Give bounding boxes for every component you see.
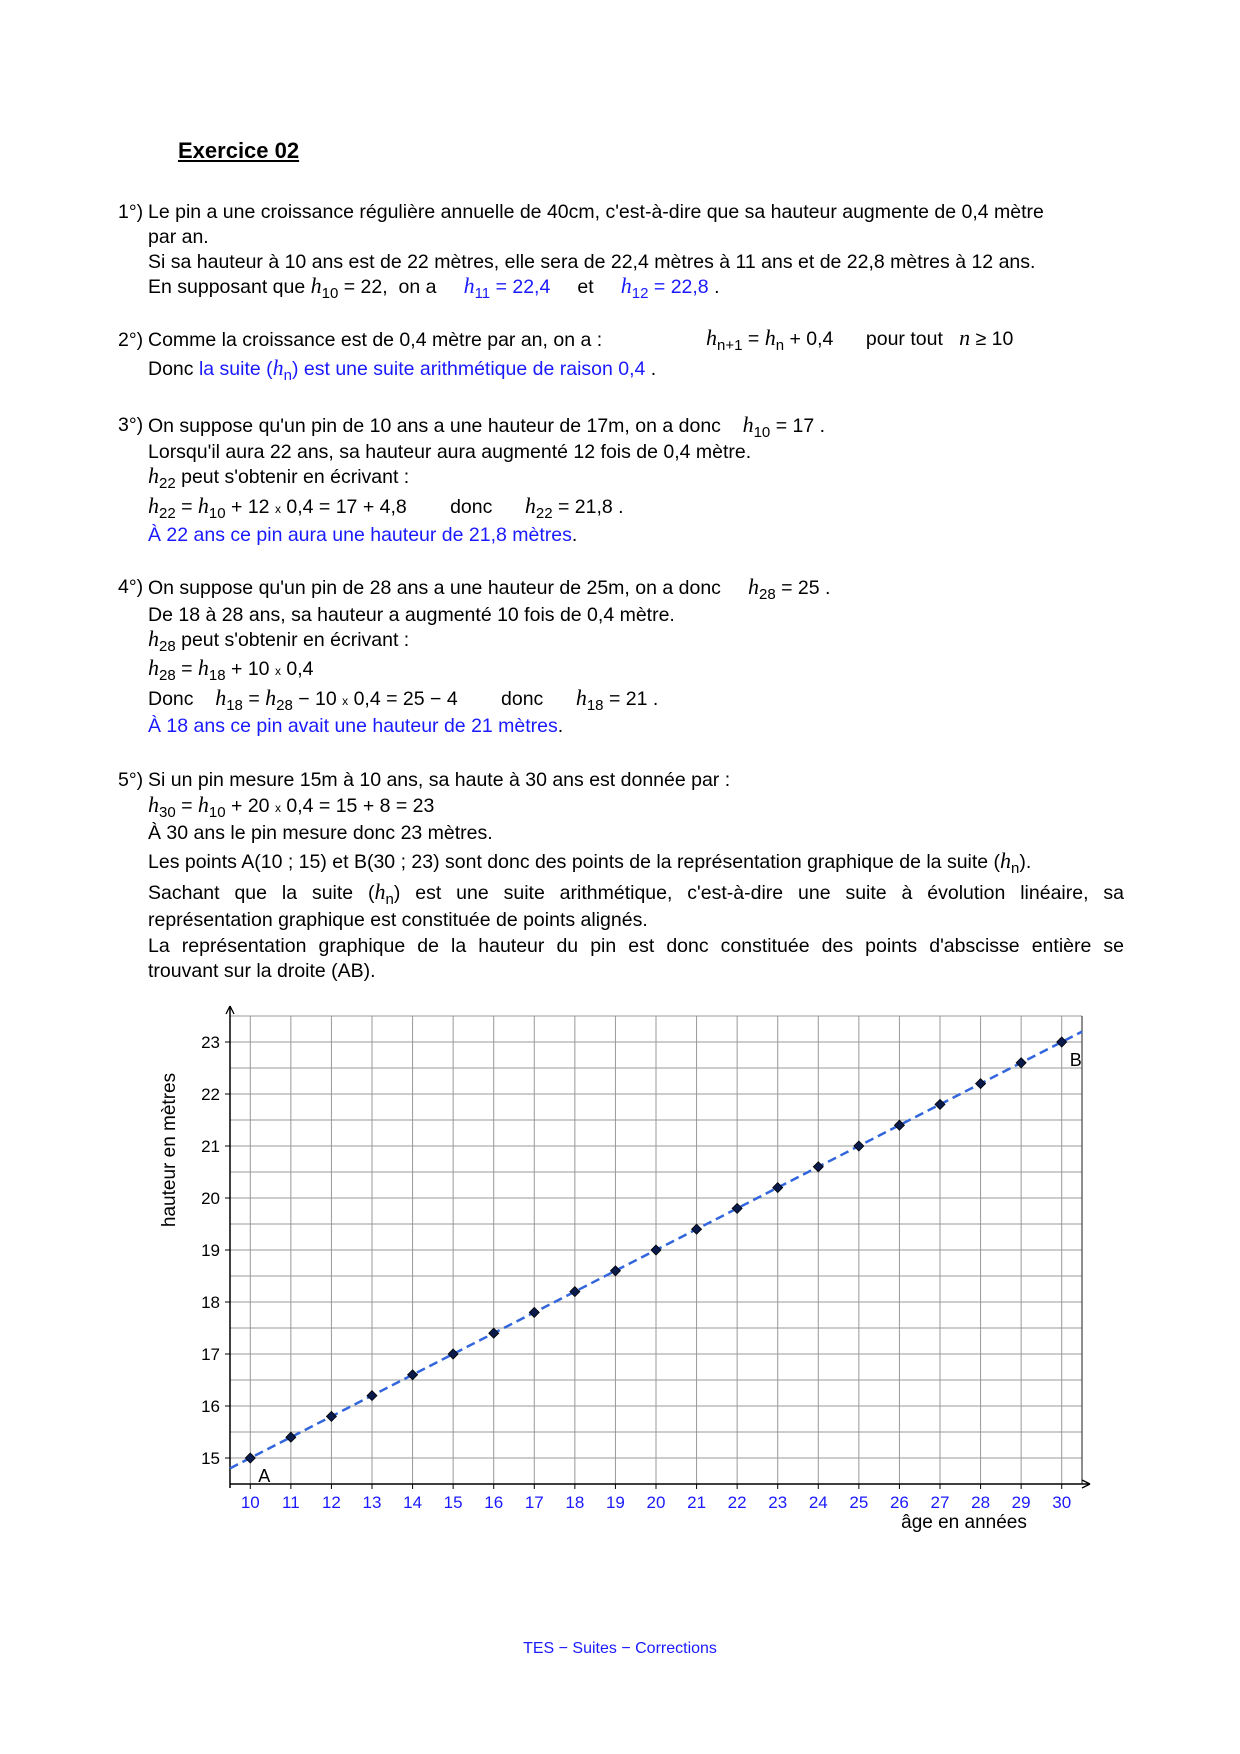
q1-number: 1°) bbox=[118, 201, 144, 223]
y-tick-label: 18 bbox=[201, 1293, 220, 1312]
x-tick-label: 29 bbox=[1011, 1493, 1031, 1512]
x-tick-label: 10 bbox=[240, 1493, 260, 1512]
y-tick-label: 15 bbox=[201, 1449, 220, 1468]
x-tick-label: 28 bbox=[971, 1493, 991, 1512]
q2-line1: Comme la croissance est de 0,4 mètre par an, on a : bbox=[148, 329, 603, 351]
q3-number: 3°) bbox=[118, 414, 144, 436]
data-point bbox=[651, 1245, 661, 1255]
q1-line2: par an. bbox=[148, 226, 209, 248]
x-tick-label: 21 bbox=[687, 1493, 707, 1512]
y-tick-label: 23 bbox=[201, 1033, 220, 1052]
x-tick-label: 16 bbox=[484, 1493, 504, 1512]
x-tick-label: 30 bbox=[1052, 1493, 1072, 1512]
x-tick-label: 26 bbox=[889, 1493, 909, 1512]
y-tick-label: 22 bbox=[201, 1085, 220, 1104]
y-tick-label: 17 bbox=[201, 1345, 220, 1364]
data-point bbox=[529, 1307, 539, 1317]
q1-line1: Le pin a une croissance régulière annuelle de 40cm, c'est-à-dire que sa hauteur augmente de 0,4 mètre bbox=[148, 201, 1044, 223]
q4-conclusion: À 18 ans ce pin avait une hauteur de 21 mètres. bbox=[148, 715, 564, 737]
data-point bbox=[326, 1411, 336, 1421]
q4-line2: De 18 à 28 ans, sa hauteur a augmenté 10 fois de 0,4 mètre. bbox=[148, 604, 675, 626]
data-point bbox=[854, 1141, 864, 1151]
q5-line2: $h_{30} = h_{10} + 20$ x 0,4 = 15 + 8 = 23 bbox=[148, 792, 435, 821]
q4-line4: $h_{28} = h_{18} + 10$ x 0,4 bbox=[148, 655, 314, 684]
x-tick-label: 15 bbox=[443, 1493, 463, 1512]
data-point bbox=[976, 1079, 986, 1089]
data-point bbox=[813, 1162, 823, 1172]
data-point bbox=[935, 1099, 945, 1109]
data-point bbox=[1057, 1037, 1067, 1047]
data-point bbox=[732, 1203, 742, 1213]
x-tick-label: 18 bbox=[565, 1493, 585, 1512]
data-point bbox=[610, 1266, 620, 1276]
height-chart bbox=[0, 1000, 1240, 1600]
x-tick-label: 27 bbox=[930, 1493, 950, 1512]
q4-line1: On suppose qu'un pin de 28 ans a une hauteur de 25m, on a donc $h_{28} = 25$ . bbox=[148, 574, 831, 603]
data-point bbox=[489, 1328, 499, 1338]
x-tick-label: 25 bbox=[849, 1493, 869, 1512]
data-point bbox=[367, 1391, 377, 1401]
x-tick-label: 13 bbox=[362, 1493, 382, 1512]
x-tick-label: 12 bbox=[321, 1493, 341, 1512]
q1-line3: Si sa hauteur à 10 ans est de 22 mètres, elle sera de 22,4 mètres à 11 ans et de 22,8 mètres à 12 ans. bbox=[148, 251, 1036, 273]
data-point bbox=[286, 1432, 296, 1442]
q4-line3: $h_{28}$ peut s'obtenir en écrivant : bbox=[148, 626, 410, 655]
q5-line4: Les points A(10 ; 15) et B(30 ; 23) sont donc des points de la représentation graphique de la suite $(h_n)$. bbox=[148, 848, 1032, 877]
q2-recurrence: $h_{n+1} = h_n + 0,4$ pour tout n ≥ 10 bbox=[706, 325, 1014, 354]
q3-line4: $h_{22} = h_{10} + 12$ x 0,4 = 17 + 4,8 donc $h_{22} = 21,8$ . bbox=[148, 493, 624, 522]
x-tick-label: 24 bbox=[808, 1493, 828, 1512]
point-label-b: B bbox=[1069, 1050, 1082, 1070]
q3-line1: On suppose qu'un pin de 10 ans a une hauteur de 17m, on a donc $h_{10} = 17$ . bbox=[148, 412, 826, 441]
y-axis-label: hauteur en mètres bbox=[159, 1072, 180, 1228]
point-label-a: A bbox=[258, 1466, 271, 1486]
x-tick-label: 14 bbox=[403, 1493, 423, 1512]
data-point bbox=[245, 1453, 255, 1463]
q5-line6: représentation graphique est constituée de points alignés. bbox=[148, 909, 648, 931]
x-tick-label: 20 bbox=[646, 1493, 666, 1512]
x-tick-label: 17 bbox=[524, 1493, 544, 1512]
q4-number: 4°) bbox=[118, 576, 144, 598]
q1-line4: En supposant que $h_{10} = 22$, on a $h_{11} = 22,4$ et $h_{12} = 22,8$ . bbox=[148, 273, 720, 302]
q5-line8: trouvant sur la droite (AB). bbox=[148, 960, 376, 982]
q5-line1: Si un pin mesure 15m à 10 ans, sa haute à 30 ans est donnée par : bbox=[148, 769, 731, 791]
x-tick-label: 23 bbox=[768, 1493, 788, 1512]
q2-number: 2°) bbox=[118, 329, 144, 351]
x-tick-label: 22 bbox=[727, 1493, 747, 1512]
q5-line7: La représentation graphique de la hauteur du pin est donc constituée des points d'abscisse entière se bbox=[148, 935, 1124, 957]
data-point bbox=[408, 1370, 418, 1380]
q2-line2: Donc la suite $(h_n)$ est une suite arithmétique de raison 0,4 . bbox=[148, 355, 657, 384]
data-point bbox=[448, 1349, 458, 1359]
x-tick-label: 19 bbox=[605, 1493, 625, 1512]
y-tick-label: 16 bbox=[201, 1397, 220, 1416]
data-point bbox=[692, 1224, 702, 1234]
data-point bbox=[1016, 1058, 1026, 1068]
exercise-title: Exercice 02 bbox=[178, 138, 300, 163]
x-axis-label: âge en années bbox=[901, 1512, 1027, 1533]
y-tick-label: 20 bbox=[201, 1189, 220, 1208]
x-tick-label: 11 bbox=[282, 1493, 300, 1512]
data-point bbox=[773, 1183, 783, 1193]
q3-line2: Lorsqu'il aura 22 ans, sa hauteur aura augmenté 12 fois de 0,4 mètre. bbox=[148, 441, 752, 463]
data-point bbox=[894, 1120, 904, 1130]
q3-conclusion: À 22 ans ce pin aura une hauteur de 21,8 mètres. bbox=[148, 524, 578, 546]
q5-line3: À 30 ans le pin mesure donc 23 mètres. bbox=[148, 822, 493, 844]
q4-line5: Donc $h_{18} = h_{28} - 10$ x 0,4 = 25 − 4 donc $h_{18} = 21$ . bbox=[148, 685, 659, 714]
q5-line5: Sachant que la suite $(h_n)$ est une suite arithmétique, c'est-à-dire une suite à évolution linéaire, sa bbox=[148, 879, 1124, 908]
q3-line3: $h_{22}$ peut s'obtenir en écrivant : bbox=[148, 463, 410, 492]
q5-number: 5°) bbox=[118, 769, 144, 791]
y-tick-label: 21 bbox=[201, 1137, 220, 1156]
y-tick-label: 19 bbox=[201, 1241, 220, 1260]
data-point bbox=[570, 1287, 580, 1297]
page-footer: TES − Suites − Corrections bbox=[523, 1640, 717, 1657]
